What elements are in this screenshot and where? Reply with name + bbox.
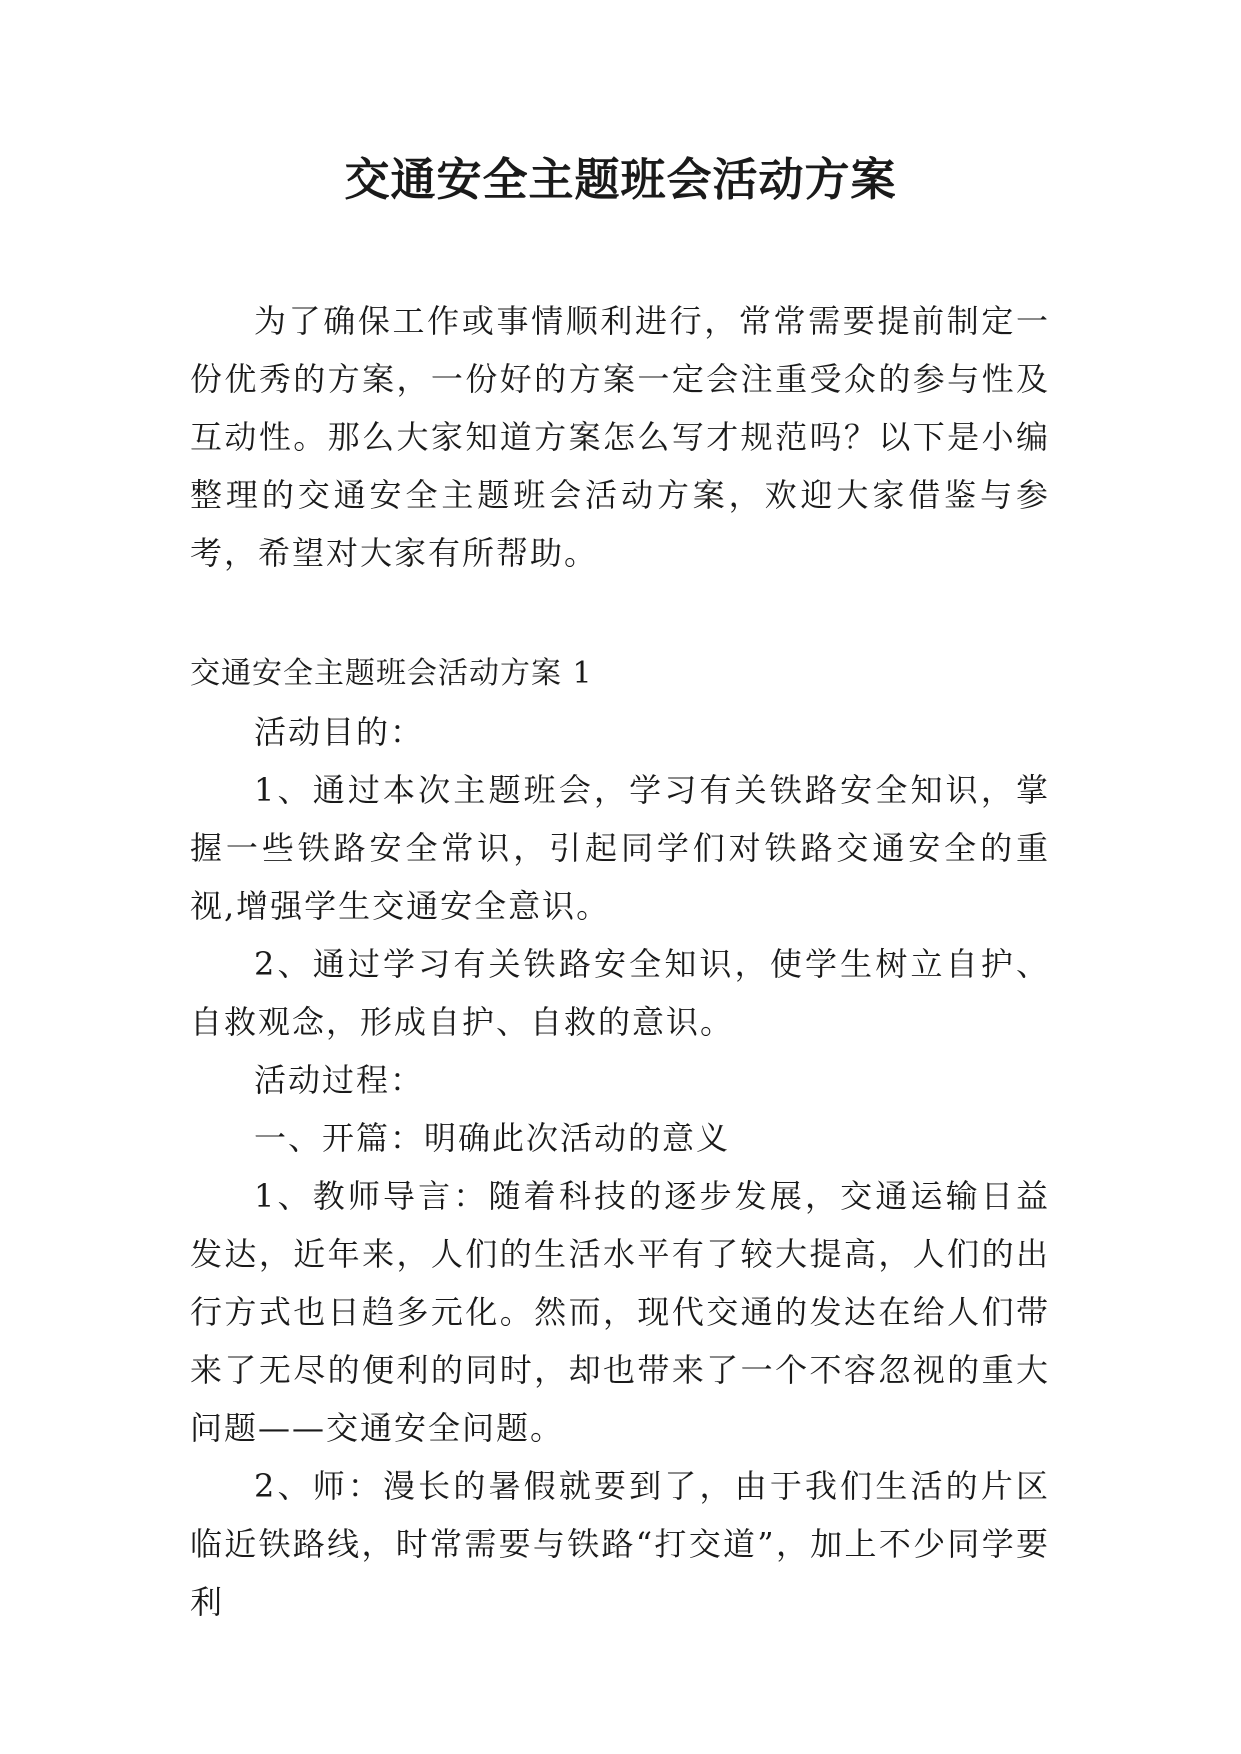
paragraph-teacher-summer: 2、师：漫长的暑假就要到了，由于我们生活的片区临近铁路线，时常需要与铁路“打交道”，加上不少同学要利 (190, 1467, 1050, 1621)
paragraph-activity-process-heading: 活动过程： (254, 1061, 425, 1099)
paragraph-activity-goal-heading: 活动目的： (254, 713, 425, 751)
paragraph-opening-heading: 一、开篇：明确此次活动的意义 (254, 1119, 731, 1157)
paragraph-teacher-intro: 1、教师导言：随着科技的逐步发展，交通运输日益发达，近年来，人们的生活水平有了较大提高，人们的出行方式也日趋多元化。然而，现代交通的发达在给人们带来了无尽的便利的同时，却也带来了一个不容忽视的重大问题——交通安全问题。 (190, 1177, 1050, 1447)
intro-paragraph: 为了确保工作或事情顺利进行，常常需要提前制定一份优秀的方案，一份好的方案一定会注重受众的参与性及互动性。那么大家知道方案怎么写才规范吗？以下是小编整理的交通安全主题班会活动方案，欢迎大家借鉴与参考，希望对大家有所帮助。 (190, 302, 1050, 572)
section-title: 交通安全主题班会活动方案 1 (190, 656, 593, 691)
paragraph-goal-2: 2、通过学习有关铁路安全知识，使学生树立自护、自救观念，形成自护、自救的意识。 (190, 945, 1050, 1041)
document-title: 交通安全主题班会活动方案 (344, 153, 897, 206)
paragraph-goal-1: 1、通过本次主题班会，学习有关铁路安全知识，掌握一些铁路安全常识，引起同学们对铁路交通安全的重视,增强学生交通安全意识。 (190, 771, 1050, 925)
document-body (190, 292, 1050, 1631)
